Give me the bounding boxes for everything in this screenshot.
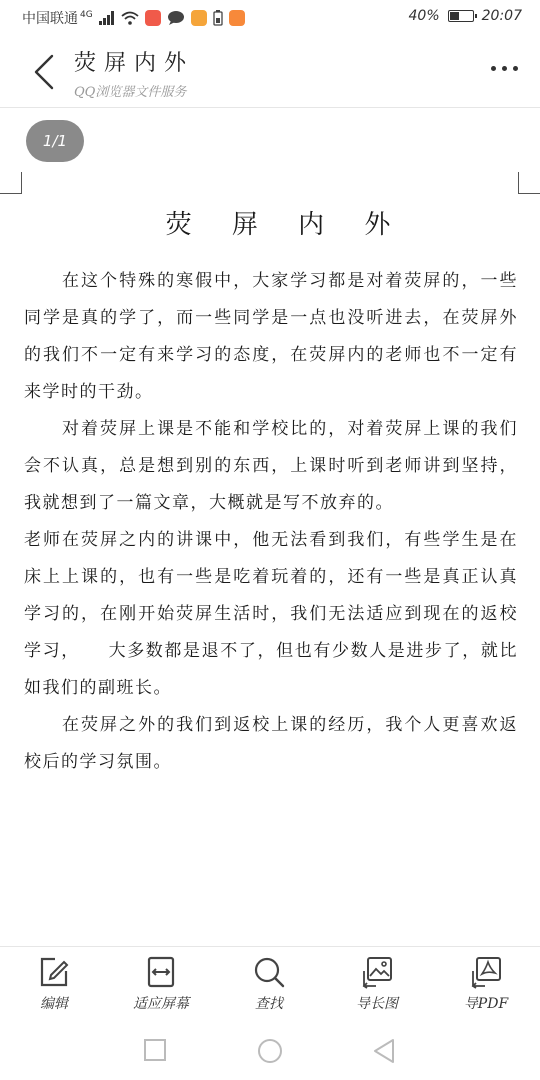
signal-icon: [99, 11, 115, 25]
recent-apps-icon[interactable]: [143, 1038, 167, 1062]
chat-bubble-icon: [167, 10, 185, 26]
document-body: [24, 200, 518, 781]
more-menu-icon[interactable]: [491, 66, 518, 71]
fit-screen-button[interactable]: [116, 955, 206, 1013]
battery-percent: 40%: [408, 8, 440, 24]
crop-mark-right: [518, 172, 540, 194]
back-nav-icon[interactable]: [372, 1038, 396, 1064]
bottom-toolbar: [0, 946, 540, 1024]
search-label: 查找: [255, 996, 283, 1012]
edit-button[interactable]: [9, 955, 99, 1013]
export-pdf-label: 导PDF: [463, 996, 509, 1012]
search-icon: [252, 955, 286, 989]
system-nav-bar: [0, 1024, 540, 1080]
document-title: 荧 屏 内 外: [165, 210, 407, 240]
export-image-label: 导长图: [356, 996, 398, 1012]
status-bar: [0, 0, 540, 36]
shield-app-icon: [191, 10, 207, 26]
carrier-label: 中国联通: [22, 11, 78, 27]
back-icon[interactable]: [30, 52, 60, 92]
clock: 20:07: [481, 8, 522, 24]
wifi-icon: [121, 11, 139, 25]
network-type: 4G: [80, 10, 93, 20]
app-notification-icon: [145, 10, 161, 26]
app-header: [0, 36, 540, 108]
edit-label: 编辑: [40, 996, 68, 1012]
export-image-button[interactable]: [332, 955, 422, 1013]
status-left: [22, 8, 245, 28]
home-icon[interactable]: [257, 1038, 283, 1064]
fit-screen-icon: [144, 955, 178, 989]
battery-icon: [448, 10, 474, 22]
export-pdf-button[interactable]: [441, 955, 531, 1013]
dot: [491, 66, 496, 71]
paragraph: 对着荧屏上课是不能和学校比的，对着荧屏上课的我们会不认真，总是想到别的东西，上课时听到老师讲到坚持，我就想到了一篇文章，大概就是写不放弃的。: [24, 419, 518, 513]
page-indicator: 1/1: [26, 120, 84, 162]
paragraph: 老师在荧屏之内的讲课中，他无法看到我们，有些学生是在床上上课的，也有一些是吃着玩着的，还有一些是真正认真学习的，在刚开始荧屏生活时，我们无法适应到现在的返校学习， 大多数都是退不了，但也有少数人是进步了，就比如我们的副班长。: [24, 530, 518, 698]
search-button[interactable]: [224, 955, 314, 1013]
edit-icon: [37, 955, 71, 989]
page-subtitle: QQ浏览器文件服务: [74, 85, 187, 100]
export-image-icon: [360, 955, 394, 989]
export-pdf-icon: [469, 955, 503, 989]
fit-screen-label: 适应屏幕: [133, 996, 189, 1012]
dot: [513, 66, 518, 71]
crop-mark-left: [0, 172, 22, 194]
paragraph: 在这个特殊的寒假中，大家学习都是对着荧屏的，一些同学是真的学了，而一些同学是一点也没听进去，在荧屏外的我们不一定有来学习的态度，在荧屏内的老师也不一定有来学时的干劲。: [24, 271, 518, 402]
status-right: [409, 8, 522, 24]
video-app-icon: [229, 10, 245, 26]
paragraph: 在荧屏之外的我们到返校上课的经历，我个人更喜欢返校后的学习氛围。: [24, 715, 518, 772]
battery-saver-icon: [213, 10, 223, 26]
dot: [502, 66, 507, 71]
page-title: 荧屏内外: [74, 51, 195, 76]
